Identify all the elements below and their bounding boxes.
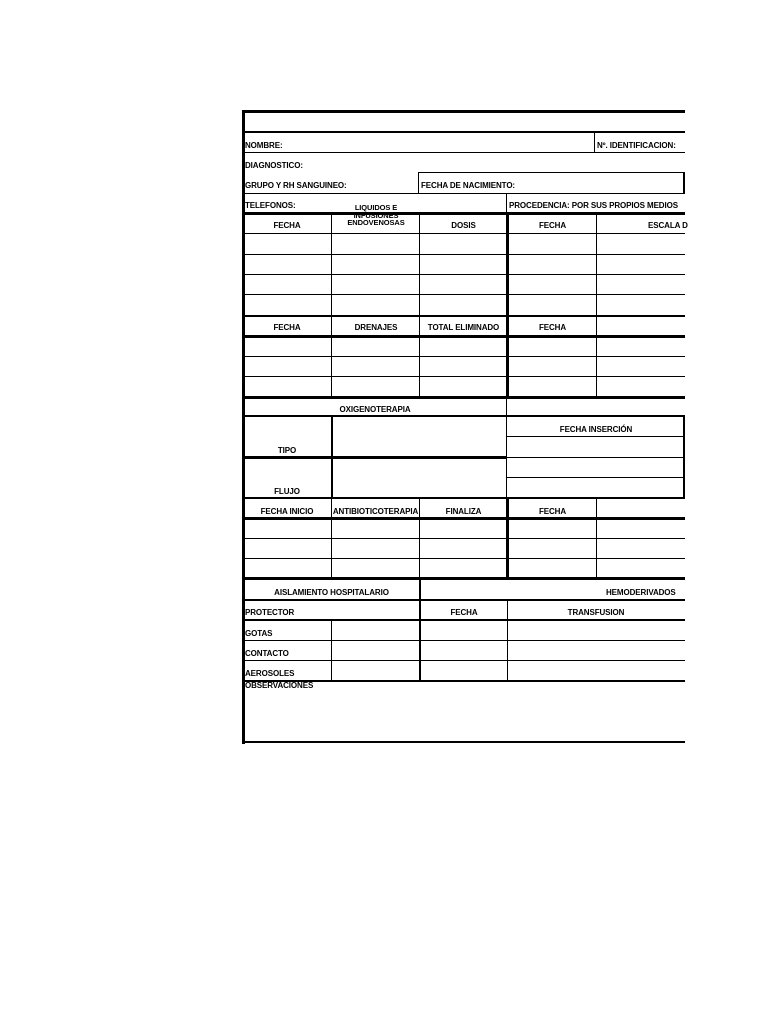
rule xyxy=(242,619,685,621)
rule xyxy=(242,335,685,338)
rule xyxy=(242,212,685,215)
rule xyxy=(419,212,420,397)
observaciones-label: OBSERVACIONES xyxy=(245,681,314,690)
rule xyxy=(507,457,685,458)
rule xyxy=(242,640,685,641)
rule xyxy=(242,110,685,113)
oxigenoterapia-flujo-label: FLUJO xyxy=(274,487,300,496)
rule xyxy=(506,396,507,499)
rule xyxy=(242,294,685,295)
rule xyxy=(242,193,685,194)
liquidos-header-fecha-2: FECHA xyxy=(538,221,567,230)
rule xyxy=(242,538,685,539)
rule xyxy=(242,741,685,743)
rule xyxy=(242,254,685,255)
rule xyxy=(596,212,597,397)
rule xyxy=(242,415,685,417)
oxigenoterapia-tipo-label: TIPO xyxy=(277,446,297,455)
liquidos-header-dosis: DOSIS xyxy=(451,221,476,230)
aislamiento-item-aerosoles: AEROSOLES xyxy=(245,669,295,678)
hemoderivados-title: HEMODERIVADOS xyxy=(606,588,676,597)
rule xyxy=(331,619,332,682)
hemoderivados-header-fecha: FECHA xyxy=(450,608,478,617)
rule xyxy=(242,456,507,459)
antibioticos-header-finaliza: FINALIZA xyxy=(445,507,482,516)
procedencia-label: PROCEDENCIA: POR SUS PROPIOS MEDIOS xyxy=(509,201,678,210)
aislamiento-title: AISLAMIENTO HOSPITALARIO xyxy=(274,588,389,597)
rule xyxy=(242,315,685,317)
rule xyxy=(507,477,685,478)
telefonos-label: TELEFONOS: xyxy=(245,201,296,210)
rule xyxy=(242,376,685,377)
rule xyxy=(418,172,419,194)
aislamiento-item-gotas: GOTAS xyxy=(245,629,273,638)
rule xyxy=(418,172,685,173)
antibioticos-header-fecha-inicio: FECHA INICIO xyxy=(260,507,314,516)
rule xyxy=(594,131,595,153)
rule xyxy=(242,558,685,559)
rule xyxy=(242,577,685,580)
grupo-rh-label: GRUPO Y RH SANGUINEO: xyxy=(245,181,347,190)
rule xyxy=(506,193,507,214)
fecha-insercion-label: FECHA INSERCIÓN xyxy=(559,425,633,434)
rule xyxy=(242,274,685,275)
rule xyxy=(242,152,685,153)
drenajes-header-drenajes: DRENAJES xyxy=(354,323,398,332)
rule xyxy=(242,233,685,234)
rule xyxy=(242,396,685,399)
liquidos-header-liquidos: LIQUIDOS E INFUSIONES ENDOVENOSAS xyxy=(347,203,405,227)
antibioticos-header-antibioticoterapia: ANTIBIOTICOTERAPIA xyxy=(332,507,419,516)
rule xyxy=(596,497,597,579)
rule xyxy=(419,577,421,682)
aislamiento-item-contacto: CONTACTO xyxy=(245,649,289,658)
rule xyxy=(683,172,685,194)
rule xyxy=(242,131,685,133)
oxigenoterapia-title: OXIGENOTERAPIA xyxy=(339,405,411,414)
rule xyxy=(331,415,333,499)
diagnostico-label: DIAGNOSTICO: xyxy=(245,161,303,170)
drenajes-header-total: TOTAL ELIMINADO xyxy=(427,323,500,332)
rule xyxy=(507,436,685,437)
antibioticos-header-fecha: FECHA xyxy=(538,507,567,516)
drenajes-header-fecha-2: FECHA xyxy=(538,323,567,332)
liquidos-header-fecha: FECHA xyxy=(273,221,301,230)
drenajes-header-fecha: FECHA xyxy=(273,323,301,332)
identificacion-label: Nº. IDENTIFICACION: xyxy=(597,141,676,150)
fecha-nacimiento-label: FECHA DE NACIMIENTO: xyxy=(421,181,516,190)
liquidos-header-escala: ESCALA D xyxy=(648,221,688,230)
rule xyxy=(683,415,685,499)
rule xyxy=(242,599,685,601)
hemoderivados-header-transfusion: TRANSFUSION xyxy=(567,608,625,617)
rule xyxy=(507,599,508,682)
aislamiento-item-protector: PROTECTOR xyxy=(245,608,295,617)
rule xyxy=(242,517,685,520)
nombre-label: NOMBRE: xyxy=(245,141,283,150)
rule xyxy=(419,497,420,579)
rule xyxy=(506,212,509,397)
rule xyxy=(242,497,685,499)
rule xyxy=(242,356,685,357)
rule xyxy=(331,212,332,397)
rule xyxy=(242,660,685,661)
